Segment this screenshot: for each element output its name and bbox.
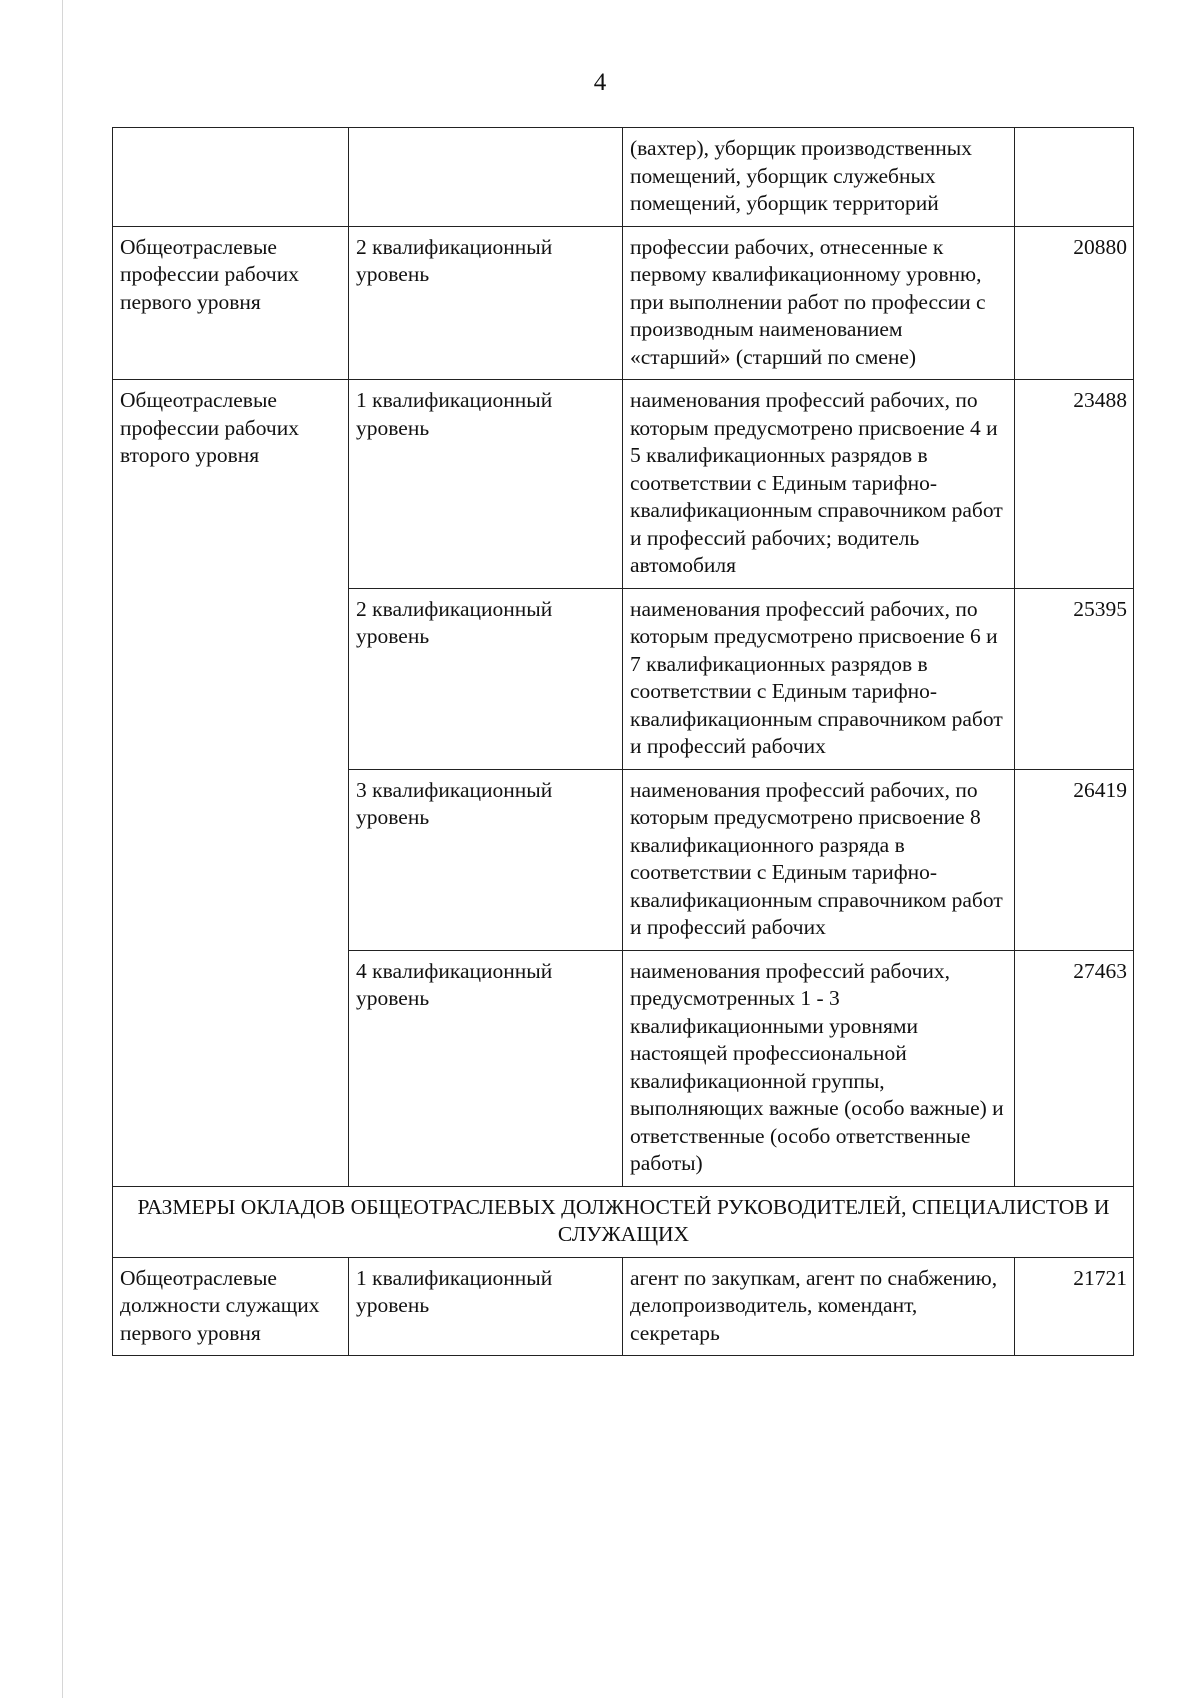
- amount-cell: [1015, 128, 1134, 227]
- description-cell: наименования профессий рабочих, по которым предусмотрено присвоение 4 и 5 квалификационных разрядов в соответствии с Единым тарифно-квалификационным справочником работ и профессий рабочих; водитель автомобиля: [623, 380, 1015, 589]
- amount-cell: 25395: [1015, 588, 1134, 769]
- amount-cell: 20880: [1015, 226, 1134, 380]
- description-cell: (вахтер), уборщик производственных помещений, уборщик служебных помещений, уборщик территорий: [623, 128, 1015, 227]
- description-cell: наименования профессий рабочих, по которым предусмотрено присвоение 8 квалификационного разряда в соответствии с Единым тарифно-квалификационным справочником работ и профессий рабочих: [623, 769, 1015, 950]
- page-number: 4: [593, 69, 607, 96]
- level-cell: 2 квалификационный уровень: [349, 588, 623, 769]
- table-row: [113, 226, 1134, 380]
- description-cell: наименования профессий рабочих, по которым предусмотрено присвоение 6 и 7 квалификационных разрядов в соответствии с Единым тарифно-квалификационным справочником работ и профессий рабочих: [623, 588, 1015, 769]
- amount-cell: 26419: [1015, 769, 1134, 950]
- level-cell: 1 квалификационный уровень: [349, 1257, 623, 1356]
- level-cell: 2 квалификационный уровень: [349, 226, 623, 380]
- description-cell: профессии рабочих, отнесенные к первому квалификационному уровню, при выполнении работ по профессии с производным наименованием «старший» (старший по смене): [623, 226, 1015, 380]
- description-cell: агент по закупкам, агент по снабжению, делопроизводитель, комендант, секретарь: [623, 1257, 1015, 1356]
- section-heading-row: [113, 1186, 1134, 1257]
- table-row: [113, 128, 1134, 227]
- level-cell: [349, 128, 623, 227]
- level-cell: 3 квалификационный уровень: [349, 769, 623, 950]
- salary-table: [112, 127, 1134, 1356]
- level-cell: 1 квалификационный уровень: [349, 380, 623, 589]
- amount-cell: 23488: [1015, 380, 1134, 589]
- level-cell: 4 квалификационный уровень: [349, 950, 623, 1186]
- amount-cell: 27463: [1015, 950, 1134, 1186]
- amount-cell: 21721: [1015, 1257, 1134, 1356]
- section-heading: РАЗМЕРЫ ОКЛАДОВ ОБЩЕОТРАСЛЕВЫХ ДОЛЖНОСТЕЙ РУКОВОДИТЕЛЕЙ, СПЕЦИАЛИСТОВ И СЛУЖАЩИХ: [113, 1186, 1134, 1257]
- table-row: [113, 1257, 1134, 1356]
- group-cell: Общеотраслевые профессии рабочих второго уровня: [113, 380, 349, 1187]
- group-cell: Общеотраслевые профессии рабочих первого уровня: [113, 226, 349, 380]
- group-cell: [113, 128, 349, 227]
- group-cell: Общеотраслевые должности служащих первого уровня: [113, 1257, 349, 1356]
- scan-edge-line: [62, 0, 63, 1698]
- description-cell: наименования профессий рабочих, предусмотренных 1 - 3 квалификационными уровнями настоящей профессиональной квалификационной группы, выполняющих важные (особо важные) и ответственные (особо ответственные работы): [623, 950, 1015, 1186]
- table-row: [113, 380, 1134, 589]
